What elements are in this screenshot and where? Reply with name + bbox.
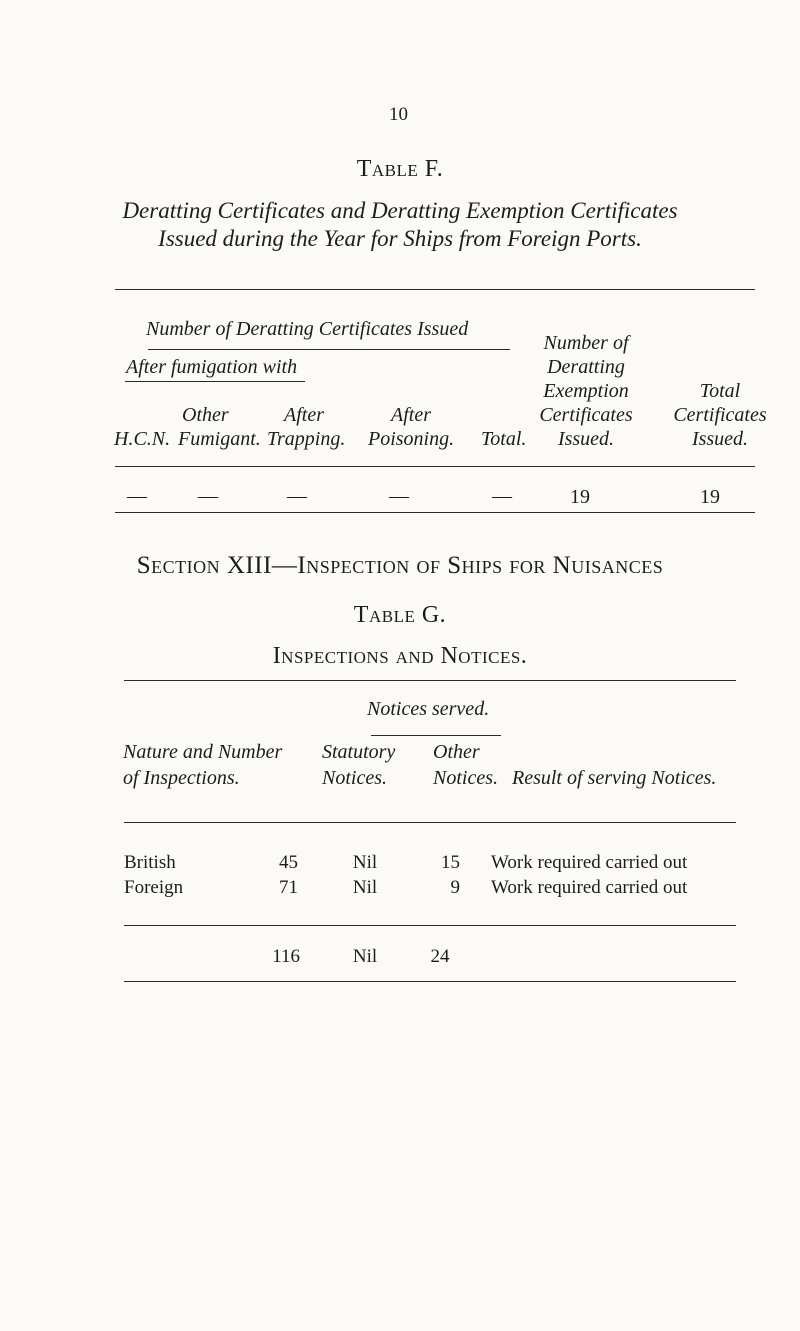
table-f-top-rule [115, 289, 755, 290]
table-f-fumigation-label: After fumigation with [126, 356, 298, 378]
table-g-notices-rule [371, 735, 501, 736]
table-g-other-l2: Notices. [433, 767, 498, 789]
table-g-number: 71 [279, 877, 298, 898]
table-f-other-label: Other [182, 404, 229, 426]
table-g-title: Table G. [353, 602, 447, 628]
table-g-nature: Foreign [124, 877, 184, 898]
table-f-fumigation-rule [125, 381, 305, 382]
table-g-other-l1: Other [433, 741, 480, 763]
table-f-group-rule [148, 349, 510, 350]
table-g-number: 45 [279, 852, 298, 873]
table-g-result-cell: Work required carried out [491, 852, 688, 873]
table-f-hcn: H.C.N. [114, 428, 171, 450]
table-f-poisoning: Poisoning. [368, 428, 455, 450]
table-f-total-cert-l2: Certificates [673, 404, 767, 426]
table-g-bottom-rule [124, 981, 736, 982]
table-f-bottom-rule [115, 512, 755, 513]
table-f-exemption-l1: Number of [543, 332, 629, 354]
table-g-statutory-l2: Notices. [322, 767, 387, 789]
section-title: Section XIII—Inspection of Ships for Nuisances [136, 552, 664, 579]
table-f-cell-fumigant: — [198, 485, 218, 507]
table-f-trapping: Trapping. [267, 428, 346, 450]
table-f-cell-hcn: — [127, 485, 147, 507]
table-f-group-label: Number of Deratting Certificates Issued [146, 318, 469, 340]
table-f-exemption-l4: Certificates [539, 404, 633, 426]
table-g-statutory: Nil [352, 877, 378, 898]
table-f-header-rule [115, 466, 755, 467]
table-f-cell-poisoning: — [389, 485, 409, 507]
table-f-subtitle-line1: Deratting Certificates and Deratting Exemption Certificates [122, 198, 678, 223]
table-g-top-rule [124, 680, 736, 681]
table-g-notices-served: Notices served. [367, 698, 490, 720]
table-g-statutory: Nil [352, 852, 378, 873]
table-g-header-rule [124, 822, 736, 823]
table-g-statutory-l1: Statutory [322, 741, 396, 763]
table-f-cell-total: — [492, 485, 512, 507]
table-g-body-rule [124, 925, 736, 926]
table-g-other: 9 [450, 877, 460, 898]
table-f-after-label-2: After [391, 404, 431, 426]
table-f-title: Table F. [356, 156, 444, 182]
table-f-cell-trapping: — [287, 485, 307, 507]
table-f-total-cert-l3: Issued. [691, 428, 749, 450]
table-g-subtitle: Inspections and Notices. [272, 643, 528, 669]
table-f-exemption-l2: Deratting [547, 356, 625, 378]
page-number: 10 [389, 104, 408, 125]
table-f-cell-exemption: 19 [570, 486, 590, 508]
table-f-exemption-l3: Exemption [543, 380, 629, 402]
table-g-other: 15 [441, 852, 460, 873]
table-f-exemption-l5: Issued. [557, 428, 615, 450]
table-g-result: Result of serving Notices. [512, 767, 717, 789]
table-g-total-other: 24 [430, 946, 450, 967]
table-f-subtitle-line2: Issued during the Year for Ships from Foreign Ports. [158, 226, 642, 251]
table-g-nature-l2: of Inspections. [123, 767, 240, 789]
table-f-total-cert-l1: Total [699, 380, 741, 402]
table-f-fumigant: Fumigant. [178, 428, 261, 450]
table-g-nature: British [124, 852, 176, 873]
table-g-total-statutory: Nil [352, 946, 378, 967]
table-f-cell-total-certificates: 19 [700, 486, 720, 508]
table-g-result-cell: Work required carried out [491, 877, 688, 898]
table-g-total-number: 116 [272, 946, 300, 967]
table-f-total: Total. [481, 428, 527, 450]
table-g-nature-l1: Nature and Number [123, 741, 283, 763]
table-f-after-label-1: After [284, 404, 324, 426]
